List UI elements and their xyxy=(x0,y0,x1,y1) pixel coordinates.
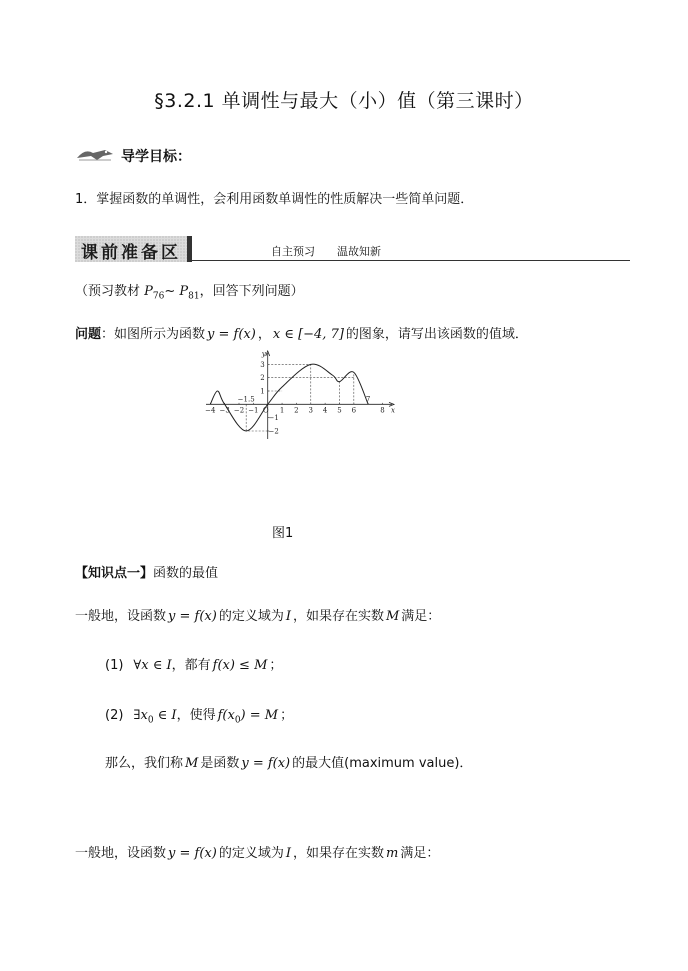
definition-min-intro: 一般地，设函数 y = f(x) 的定义域为 I ，如果存在实数 m 满足： xyxy=(75,846,440,861)
x-tick-label: −1 xyxy=(248,406,259,415)
preview-instruction: （预习教材 $P_{76}\sim$ $P_{81}$，回答下列问题） xyxy=(75,284,304,302)
bird-icon xyxy=(75,144,115,168)
y-tick-label: −2 xyxy=(268,427,279,436)
x-axis-label: x xyxy=(391,406,395,415)
function-formula: y = f(x) xyxy=(207,327,256,342)
x-tick-label: 5 xyxy=(337,406,342,415)
x-tick-label: 4 xyxy=(322,406,328,415)
question-line: 问题：如图所示为函数 y = f(x) ， x ∈ [−4, 7] 的图象，请写出该函数的值域． xyxy=(75,327,528,342)
function-graph xyxy=(200,345,400,445)
banner-subtitle: 自主预习 温故知新 xyxy=(271,245,381,258)
figure-caption: 图1 xyxy=(272,526,294,541)
annotation-label: −1.5 xyxy=(237,395,255,404)
question-label: 问题 xyxy=(75,327,102,342)
y-tick-label: −1 xyxy=(268,414,279,423)
x-tick-label: 7 xyxy=(365,395,371,404)
y-tick-label: 3 xyxy=(260,360,265,369)
guide-objectives-label: 导学目标： xyxy=(121,149,191,165)
x-tick-label: O xyxy=(262,406,269,415)
banner-divider xyxy=(187,236,192,262)
definition-max-intro: 一般地，设函数 y = f(x) 的定义域为 I ，如果存在实数 M 满足： xyxy=(75,609,441,624)
banner-heading: 课前准备区 xyxy=(81,243,181,263)
x-tick-label: 3 xyxy=(308,406,313,415)
knowledge-heading: 【知识点一】函数的最值 xyxy=(75,566,219,581)
x-tick-label: 6 xyxy=(351,406,357,415)
domain-formula: x ∈ [−4, 7] xyxy=(272,327,344,342)
y-tick-label: 2 xyxy=(260,374,265,383)
x-tick-label: 8 xyxy=(380,406,385,415)
section-banner xyxy=(75,236,630,262)
banner-underline xyxy=(192,260,630,261)
y-axis-label: y xyxy=(261,350,266,358)
function-curve xyxy=(210,364,371,431)
page-title: §3.2.1 单调性与最大（小）值（第三课时） xyxy=(154,90,534,112)
guide-objectives-header xyxy=(75,144,191,168)
objective-1: 1．掌握函数的单调性，会利用函数单调性的性质解决一些简单问题． xyxy=(75,192,474,207)
condition-1: (1) ∀x ∈ I，都有 f(x) ≤ M ； xyxy=(105,658,283,673)
x-tick-label: −4 xyxy=(205,406,216,415)
condition-2: (2) $\exists x_0$ ∈ I，使得 $f(x_0) = M$ ； xyxy=(105,708,294,726)
x-tick-label: 2 xyxy=(294,406,299,415)
conclusion-max: 那么，我们称 M 是函数 y = f(x) 的最大值(maximum value)． xyxy=(105,756,473,771)
x-tick-label: −3 xyxy=(219,406,230,415)
x-tick-label: −2 xyxy=(233,406,245,415)
y-tick-label: 1 xyxy=(260,387,265,396)
x-tick-label: 1 xyxy=(279,406,285,415)
